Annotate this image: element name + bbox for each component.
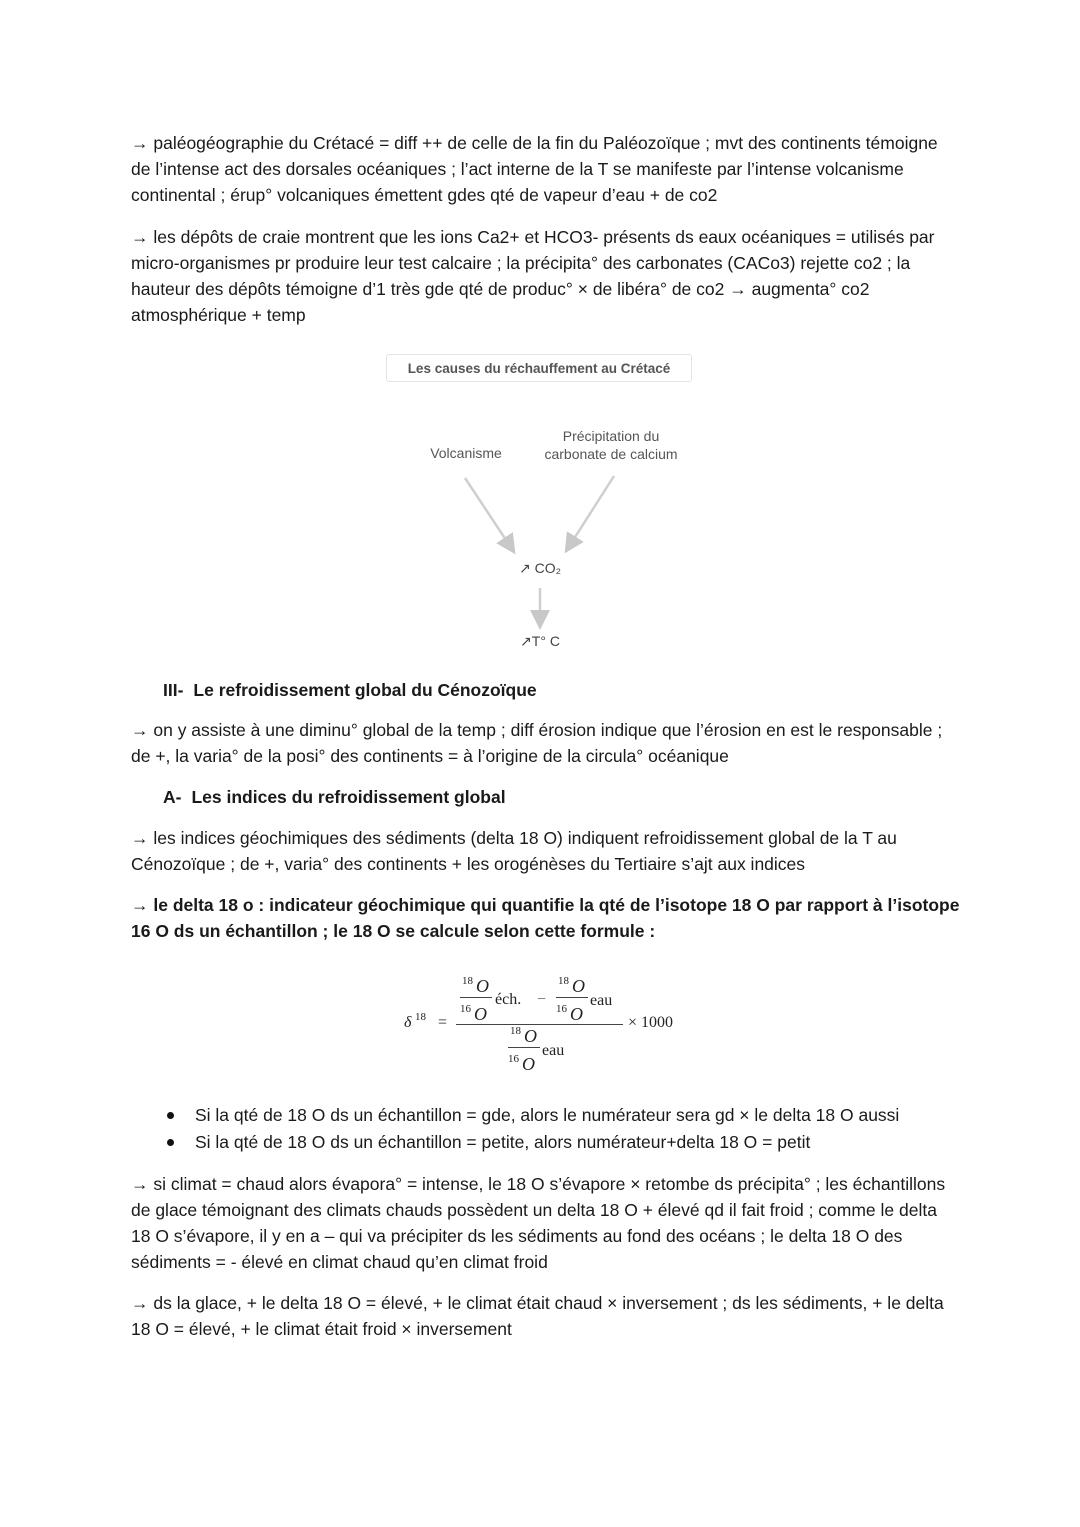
list-item — [165, 1102, 965, 1129]
formula-num1-line — [460, 997, 492, 998]
formula-times-1000: × 1000 — [628, 1014, 674, 1031]
paragraph-diminution-temp: → on y assiste à une diminu° global de la temp ; diff érosion indique que l’érosion en est le responsable ; de +, la varia° de la posi° des continents = à l’origine de la circula° océanique — [131, 720, 943, 766]
list-item — [165, 1129, 965, 1156]
heading-subsection-a — [163, 784, 506, 810]
formula-delta: δ — [404, 1014, 412, 1031]
list-item-text: Si la qté de 18 O ds un échantillon = gde, alors le numérateur sera gd × le delta 18 O aussi — [195, 1105, 900, 1125]
formula-minus: − — [537, 991, 547, 1008]
paragraph-indices-geochimiques: → les indices géochimiques des sédiments (delta 18 O) indiquent refroidissement global de la T au Cénozoïque ; de +, varia° des continents + les orogénèses du Tertiaire s’ajt aux indices — [131, 828, 897, 874]
heading-section-iii-number: III- — [163, 680, 184, 700]
formula-den-line — [508, 1047, 540, 1048]
diagram-label-temperature: ↗T° C — [520, 633, 560, 649]
paragraph-delta18-definition: → le delta 18 o : indicateur géochimique qui quantifie la qté de l’isotope 18 O par rapport à l’isotope 16 O ds un échantillon ; le 18 O se calcule selon cette formule : — [131, 895, 960, 941]
diagram-label-volcanisme: Volcanisme — [430, 445, 502, 461]
delta18-formula — [400, 970, 720, 1075]
formula-num2-line — [556, 997, 588, 998]
formula-eau-den: eau — [542, 1042, 565, 1059]
heading-subsection-a-text: Les indices du refroidissement global — [191, 787, 506, 807]
formula-num1-O-bottom: O — [474, 1004, 487, 1024]
bullet-dot-icon — [167, 1112, 174, 1119]
diagram-label-precipitation-line1: Précipitation du — [562, 428, 660, 444]
arrow-precipitation-to-co2 — [570, 476, 614, 545]
heading-section-iii-text: Le refroidissement global du Cénozoïque — [193, 680, 537, 700]
formula-num2-iso18: 18 — [558, 975, 569, 987]
heading-subsection-a-number: A- — [163, 787, 182, 807]
bullet-list — [165, 1102, 965, 1156]
formula-den-O-bottom: O — [522, 1054, 535, 1074]
formula-den-iso18: 18 — [510, 1025, 521, 1037]
diagram-arrows — [0, 0, 1080, 700]
formula-num2-O-top: O — [572, 976, 585, 996]
formula-num1-iso18: 18 — [462, 975, 473, 987]
formula-num2-iso16: 16 — [556, 1003, 567, 1015]
paragraph-depots-craie: → les dépôts de craie montrent que les ions Ca2+ et HCO3- présents ds eaux océaniques = utilisés par micro-organismes pr produire leur test calcaire ; la précipita° des carbonates (CACo3) rejette co2 ; la hauteur des dépôts témoigne d’1 très gde qté de produc° × de libéra° de co2 → augmenta° co2 atmosphérique + temp — [131, 227, 935, 325]
paragraph-paleogeographie: → paléogéographie du Crétacé = diff ++ de celle de la fin du Paléozoïque ; mvt des continents témoigne de l’intense act des dorsales océaniques ; l’act interne de la T se manifeste par l’intense volcanisme continental ; érup° volcaniques émettent gdes qté de vapeur d’eau + de co2 — [131, 133, 938, 205]
formula-den-iso16: 16 — [508, 1053, 519, 1065]
bullet-dot-icon — [167, 1139, 174, 1146]
list-item-text: Si la qté de 18 O ds un échantillon = petite, alors numérateur+delta 18 O = petit — [195, 1132, 811, 1152]
formula-num2-O-bottom: O — [570, 1004, 583, 1024]
diagram-label-co2: ↗ CO₂ — [518, 560, 562, 576]
heading-section-iii — [163, 677, 537, 703]
paragraph-glace-sediments: → ds la glace, + le delta 18 O = élevé, + le climat était chaud × inversement ; ds les sédiments, + le delta 18 O = élevé, + le climat était froid × inversement — [131, 1293, 944, 1339]
diagram-label-precipitation-line2: carbonate de calcium — [544, 446, 678, 462]
formula-den-O-top: O — [524, 1026, 537, 1046]
formula-ech: éch. — [495, 991, 522, 1008]
paragraph-climat-chaud: → si climat = chaud alors évapora° = intense, le 18 O s’évapore × retombe ds précipita° ; les échantillons de glace témoignant des climats chauds possèdent un delta 18 O + élevé qd il fait froid ; comme le delta 18 O s’évapore, il y en a – qui va précipiter ds les sédiments au fond des océans ; le delta 18 O des sédiments = - élevé en climat chaud qu’en climat froid — [131, 1174, 946, 1272]
formula-eau-num: eau — [590, 992, 613, 1009]
formula-num1-O-top: O — [476, 976, 489, 996]
formula-equals: = — [438, 1014, 448, 1031]
diagram-title: Les causes du réchauffement au Crétacé — [386, 354, 692, 382]
arrow-volcanisme-to-co2 — [465, 478, 510, 546]
formula-delta-sup: 18 — [415, 1011, 426, 1023]
formula-num1-iso16: 16 — [460, 1003, 471, 1015]
